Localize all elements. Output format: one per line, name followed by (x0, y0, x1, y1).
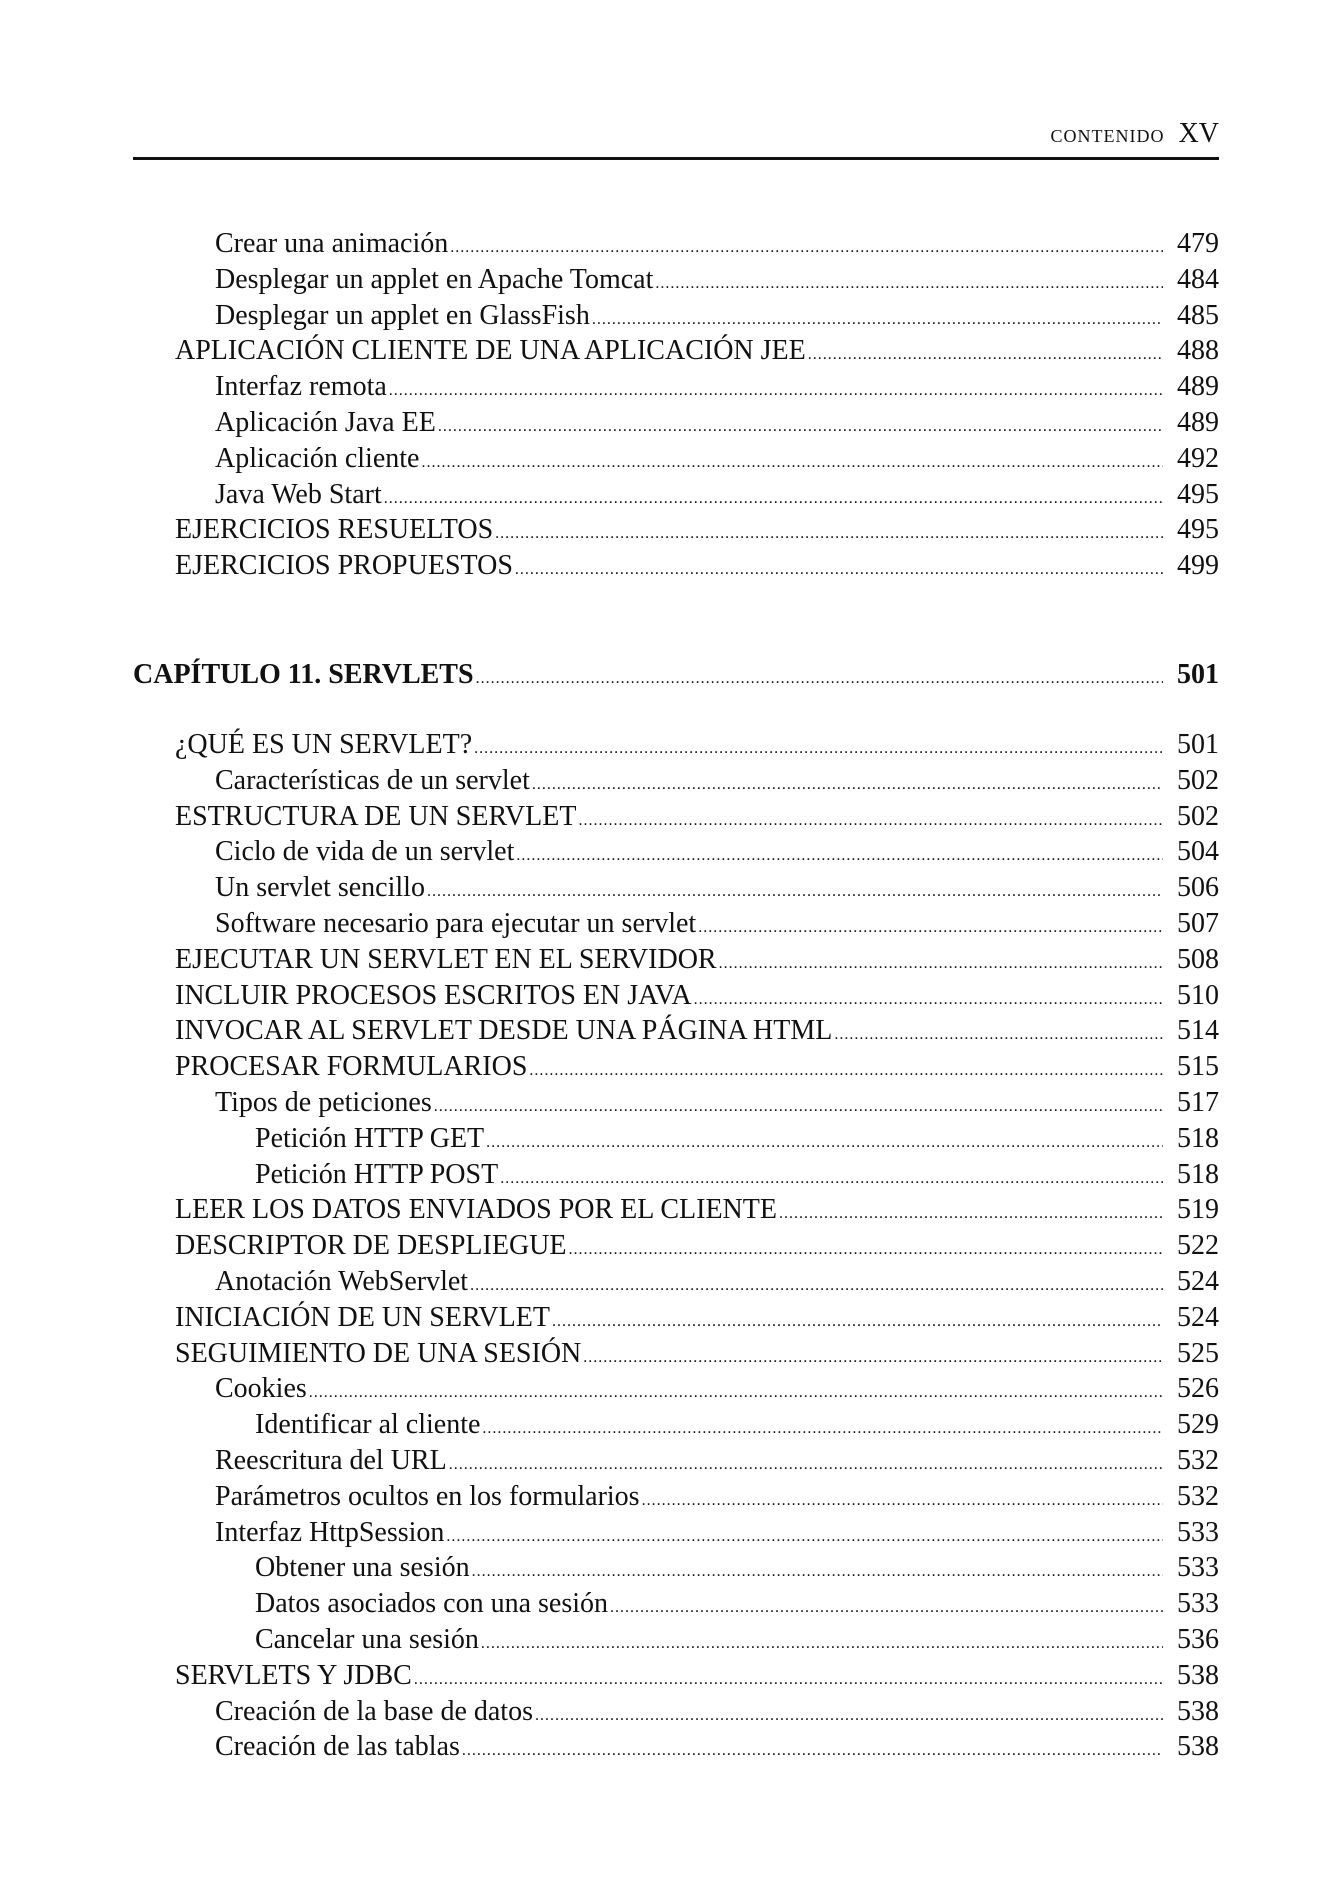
chapter-heading (133, 655, 1219, 695)
chapter-title: CAPÍTULO 11. SERVLETS (133, 659, 474, 690)
toc-entry-page: 519 (1177, 1194, 1219, 1226)
toc-entry-title: INCLUIR PROCESOS ESCRITOS EN JAVA (175, 979, 692, 1011)
toc-entry (133, 1515, 1219, 1551)
toc-entry-page: 522 (1177, 1230, 1219, 1262)
toc-entry-page: 488 (1177, 335, 1219, 367)
toc-entry (133, 1049, 1219, 1085)
toc-entry (133, 298, 1219, 334)
toc-entry-page: 517 (1177, 1086, 1219, 1118)
toc-entry-title: Reescritura del URL (215, 1444, 447, 1476)
dot-leader (481, 1626, 1163, 1662)
dot-leader (583, 1340, 1163, 1376)
toc-entry-title: SEGUIMIENTO DE UNA SESIÓN (175, 1337, 582, 1369)
toc-entry (133, 763, 1219, 799)
dot-leader (532, 767, 1163, 803)
toc-entry-page: 479 (1177, 228, 1219, 259)
dot-leader (808, 337, 1163, 373)
toc-entry-title: EJERCICIOS PROPUESTOS (175, 550, 513, 582)
toc-entry-page: 518 (1177, 1158, 1219, 1190)
dot-leader (449, 1447, 1163, 1483)
toc-entry-page: 508 (1177, 943, 1219, 975)
toc-entry-title: INICIACIÓN DE UN SERVLET (175, 1301, 550, 1333)
toc-entry-title: PROCESAR FORMULARIOS (175, 1051, 528, 1083)
toc-entry-title: Creación de las tablas (215, 1731, 460, 1763)
dot-leader (592, 302, 1163, 338)
toc-entry (133, 942, 1219, 978)
dot-leader (450, 230, 1163, 266)
toc-entry-page: 510 (1177, 979, 1219, 1011)
dot-leader (535, 1698, 1163, 1734)
header-section-title: CONTENIDO (1050, 126, 1165, 146)
toc-entry-title: Parámetros ocultos en los formularios (215, 1480, 640, 1512)
dot-leader (486, 1125, 1163, 1161)
toc-entry (133, 1157, 1219, 1193)
toc-entry-page: 533 (1177, 1588, 1219, 1620)
toc-entry-title: Obtener una sesión (255, 1552, 470, 1584)
dot-leader (309, 1375, 1163, 1411)
dot-leader (482, 1411, 1163, 1447)
toc-entry-title: Java Web Start (215, 478, 382, 510)
toc-entry-page: 533 (1177, 1516, 1219, 1548)
toc-entry-page: 533 (1177, 1552, 1219, 1584)
toc-entry-page: 524 (1177, 1301, 1219, 1333)
toc-entry (133, 870, 1219, 906)
dot-leader (610, 1590, 1163, 1626)
toc-entry (133, 1228, 1219, 1264)
toc-entry (133, 1336, 1219, 1372)
toc-entry-page: 501 (1177, 729, 1219, 760)
toc-entry-page: 506 (1177, 872, 1219, 904)
toc-entry (133, 978, 1219, 1014)
toc-entry-title: Aplicación cliente (215, 442, 420, 474)
toc-entry-title: Tipos de peticiones (215, 1086, 432, 1118)
header-rule (133, 157, 1219, 160)
toc-entry (133, 1729, 1219, 1765)
toc-entry-title: Interfaz HttpSession (215, 1516, 445, 1548)
dot-leader (719, 946, 1163, 982)
toc-entry (133, 369, 1219, 405)
toc-entry-title: Desplegar un applet en Apache Tomcat (215, 263, 654, 295)
dot-leader (434, 1089, 1163, 1125)
toc-entry-page: 536 (1177, 1623, 1219, 1655)
dot-leader (516, 838, 1163, 874)
toc-entry-page: 502 (1177, 800, 1219, 832)
dot-leader (384, 481, 1163, 517)
toc-entry (133, 512, 1219, 548)
toc-entry-title: APLICACIÓN CLIENTE DE UNA APLICACIÓN JEE (175, 335, 806, 367)
dot-leader (427, 874, 1163, 910)
toc-entry-page: 529 (1177, 1409, 1219, 1441)
toc-entry-title: Cookies (215, 1373, 307, 1405)
dot-leader (569, 1232, 1163, 1268)
toc-entry-title: EJERCICIOS RESUELTOS (175, 514, 494, 546)
header-page-number: XV (1178, 118, 1219, 149)
toc-entry-title: Petición HTTP GET (255, 1122, 485, 1154)
toc-entry-title: Aplicación Java EE (215, 406, 436, 438)
toc-entry-page: 492 (1177, 442, 1219, 474)
toc-entry (133, 1407, 1219, 1443)
toc-entry (133, 1443, 1219, 1479)
toc-entry-title: SERVLETS Y JDBC (175, 1659, 412, 1691)
toc-entry-page: 502 (1177, 764, 1219, 796)
toc-entry (133, 262, 1219, 298)
dot-leader (446, 1519, 1163, 1555)
dot-leader (414, 1662, 1163, 1698)
toc-entry (133, 1586, 1219, 1622)
toc-entry-page: 507 (1177, 907, 1219, 939)
toc-entry-page: 524 (1177, 1265, 1219, 1297)
dot-leader (389, 373, 1163, 409)
dot-leader (470, 1268, 1163, 1304)
toc-entry-page: 514 (1177, 1015, 1219, 1047)
toc-entry-page: 499 (1177, 550, 1219, 582)
toc-entry-title: ESTRUCTURA DE UN SERVLET (175, 800, 577, 832)
toc-entry-page: 495 (1177, 514, 1219, 546)
dot-leader (495, 516, 1163, 552)
toc-entry-title: Cancelar una sesión (255, 1623, 479, 1655)
toc-entry (133, 834, 1219, 870)
toc-entry (133, 477, 1219, 513)
toc-entry (133, 906, 1219, 942)
toc-entry (133, 405, 1219, 441)
toc-entry-page: 538 (1177, 1659, 1219, 1691)
toc-entry-page: 489 (1177, 371, 1219, 403)
toc-entry-title: Interfaz remota (215, 371, 387, 403)
dot-leader (655, 266, 1163, 302)
toc-entry-page: 485 (1177, 299, 1219, 331)
dot-leader (474, 731, 1163, 767)
toc-entry (133, 1192, 1219, 1228)
toc-entry-title: Petición HTTP POST (255, 1158, 499, 1190)
toc-entry-title: DESCRIPTOR DE DESPLIEGUE (175, 1230, 567, 1262)
toc-entry-title: Datos asociados con una sesión (255, 1588, 609, 1620)
toc-entry (133, 1479, 1219, 1515)
dot-leader (515, 552, 1163, 588)
toc-entry-page: 532 (1177, 1480, 1219, 1512)
toc-entry-title: Creación de la base de datos (215, 1695, 533, 1727)
toc-entry-page: 525 (1177, 1337, 1219, 1369)
toc-entry-title: Identificar al cliente (255, 1409, 481, 1441)
toc-entry (133, 1694, 1219, 1730)
toc-entry (133, 1264, 1219, 1300)
toc-entry-title: INVOCAR AL SERVLET DESDE UNA PÁGINA HTML (175, 1015, 833, 1047)
running-header (133, 118, 1219, 158)
toc-entry (133, 1300, 1219, 1336)
toc-section-previous-chapter (133, 226, 1219, 584)
dot-leader (698, 910, 1163, 946)
toc-entry-title: Anotación WebServlet (215, 1265, 469, 1297)
toc-entry-page: 538 (1177, 1695, 1219, 1727)
toc-entry-title: Software necesario para ejecutar un servlet (215, 907, 697, 939)
toc-entry-title: Desplegar un applet en GlassFish (215, 299, 590, 331)
toc-entry-title: Crear una animación (215, 228, 449, 259)
toc-entry (133, 226, 1219, 262)
toc-entry (133, 333, 1219, 369)
toc-entry-title: EJECUTAR UN SERVLET EN EL SERVIDOR (175, 943, 717, 975)
toc-entry-page: 532 (1177, 1444, 1219, 1476)
toc-entry (133, 1658, 1219, 1694)
dot-leader (779, 1196, 1163, 1232)
toc-entry-page: 526 (1177, 1373, 1219, 1405)
toc-entry-page: 518 (1177, 1122, 1219, 1154)
dot-leader (462, 1733, 1163, 1769)
toc-entry (133, 1622, 1219, 1658)
dot-leader (552, 1304, 1163, 1340)
dot-leader (472, 1554, 1163, 1590)
toc-entry-page: 504 (1177, 836, 1219, 868)
toc-entry (133, 441, 1219, 477)
chapter-page: 501 (1177, 659, 1219, 690)
toc-entry-page: 489 (1177, 406, 1219, 438)
dot-leader (529, 1053, 1163, 1089)
toc-section-chapter-11 (133, 727, 1219, 1765)
toc-entry-title: Ciclo de vida de un servlet (215, 836, 515, 868)
dot-leader (476, 659, 1163, 699)
toc-entry (133, 1550, 1219, 1586)
toc-entry-page: 538 (1177, 1731, 1219, 1763)
running-header-text (1051, 118, 1219, 150)
toc-entry (133, 1121, 1219, 1157)
toc-entry-page: 515 (1177, 1051, 1219, 1083)
toc-entry (133, 548, 1219, 584)
toc-entry (133, 799, 1219, 835)
toc-entry-title: ¿QUÉ ES UN SERVLET? (175, 729, 473, 760)
toc-entry-page: 484 (1177, 263, 1219, 295)
toc-entry-page: 495 (1177, 478, 1219, 510)
toc-entry-title: Un servlet sencillo (215, 872, 425, 904)
toc-entry (133, 1085, 1219, 1121)
dot-leader (578, 803, 1163, 839)
dot-leader (642, 1483, 1163, 1519)
dot-leader (421, 445, 1163, 481)
dot-leader (834, 1017, 1163, 1053)
dot-leader (438, 409, 1163, 445)
toc-entry (133, 1371, 1219, 1407)
toc-entry-title: LEER LOS DATOS ENVIADOS POR EL CLIENTE (175, 1194, 777, 1226)
dot-leader (694, 982, 1163, 1018)
dot-leader (500, 1161, 1163, 1197)
toc-entry (133, 1013, 1219, 1049)
toc-entry-title: Características de un servlet (215, 764, 530, 796)
toc-entry (133, 727, 1219, 763)
